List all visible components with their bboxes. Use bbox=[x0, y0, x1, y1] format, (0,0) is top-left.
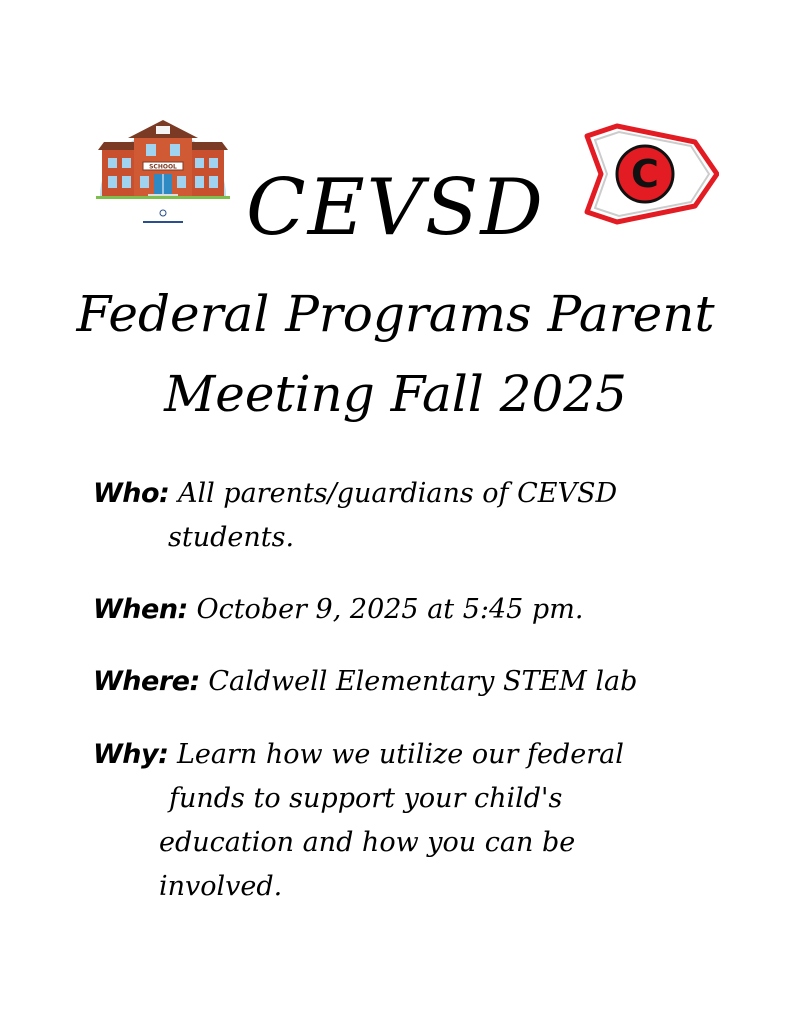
subtitle-line-1: Federal Programs Parent bbox=[76, 285, 715, 343]
who-text-line-2: students. bbox=[168, 522, 295, 553]
logo-letter: C bbox=[631, 152, 659, 196]
school-sign-text: SCHOOL bbox=[149, 163, 177, 171]
why-text-line-2: funds to support your child's bbox=[169, 783, 563, 814]
where-section bbox=[93, 660, 733, 704]
where-text: Caldwell Elementary STEM lab bbox=[208, 666, 638, 697]
why-label: Why: bbox=[93, 739, 169, 770]
page-subtitle bbox=[0, 274, 791, 434]
who-label: Who: bbox=[93, 478, 170, 509]
why-text-line-1: Learn how we utilize our federal bbox=[177, 739, 624, 770]
who-section bbox=[93, 472, 733, 560]
why-text-line-4: involved. bbox=[159, 871, 283, 902]
why-section bbox=[93, 733, 733, 909]
who-text-line-1: All parents/guardians of CEVSD bbox=[177, 478, 618, 509]
when-text: October 9, 2025 at 5:45 pm. bbox=[196, 594, 584, 625]
where-label: Where: bbox=[93, 666, 200, 697]
why-text-line-3: education and how you can be bbox=[159, 827, 576, 858]
page-title: CEVSD bbox=[246, 163, 545, 253]
when-label: When: bbox=[93, 594, 188, 625]
subtitle-line-2: Meeting Fall 2025 bbox=[164, 365, 627, 423]
when-section bbox=[93, 588, 733, 632]
